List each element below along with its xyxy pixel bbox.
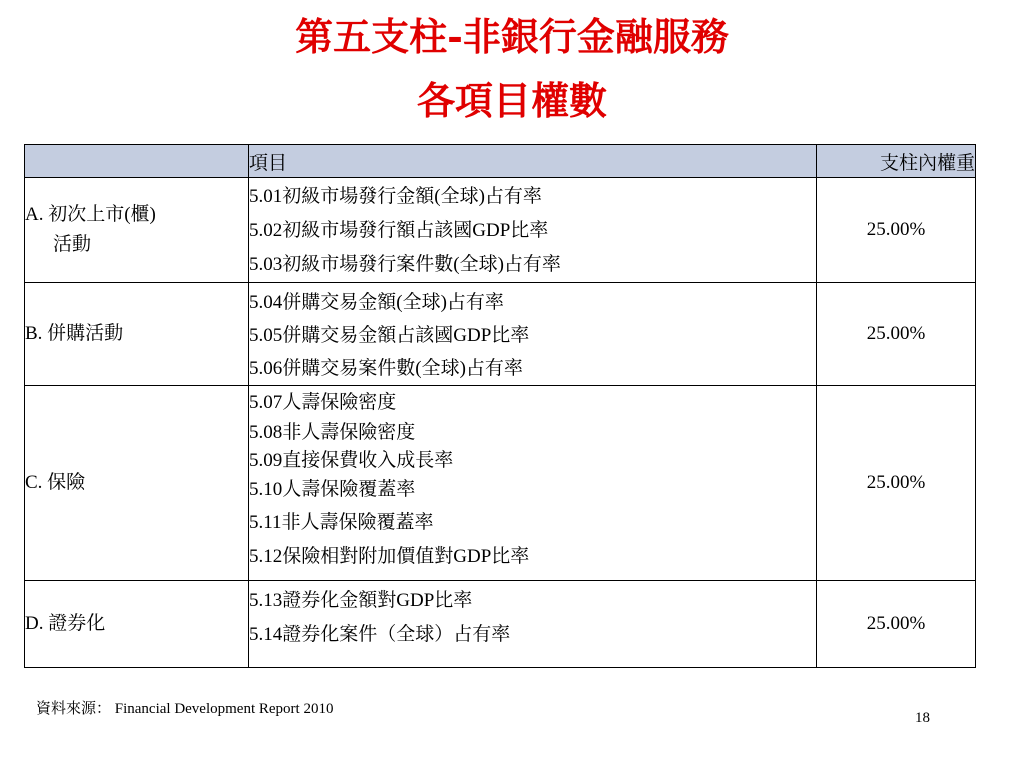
item-line: 5.09直接保費收入成長率: [249, 450, 454, 471]
item-line: 5.12保險相對附加價值對GDP比率: [249, 546, 530, 567]
weight-cell: 25.00%: [817, 386, 976, 581]
source-note: 資料來源： Financial Development Report 2010: [36, 701, 334, 717]
item-line: 5.13證券化金額對GDP比率: [249, 590, 473, 611]
category-cell: [25, 386, 249, 581]
category-cell: [25, 178, 249, 283]
weight-cell: 25.00%: [817, 283, 976, 386]
item-line: 5.10人壽保險覆蓋率: [249, 479, 416, 500]
slide-title-line1: 第五支柱-非銀行金融服務: [295, 14, 729, 59]
item-line: 5.03初級市場發行案件數(全球)占有率: [249, 254, 561, 275]
item-line: 5.08非人壽保險密度: [249, 422, 416, 443]
items-cell: [249, 386, 817, 581]
page-number: 18: [915, 710, 930, 726]
category-label: C. 保險: [25, 472, 86, 493]
category-label: B. 併購活動: [25, 323, 124, 344]
table-header-row: [25, 145, 976, 178]
category-label-cont: 活動: [53, 234, 92, 255]
items-cell: [249, 178, 817, 283]
item-line: 5.07人壽保險密度: [249, 392, 397, 413]
items-cell: [249, 283, 817, 386]
item-line: 5.06併購交易案件數(全球)占有率: [249, 358, 523, 379]
item-line: 5.14證券化案件（全球）占有率: [249, 624, 511, 645]
weight-cell: 25.00%: [817, 178, 976, 283]
category-label: D. 證券化: [25, 613, 106, 634]
item-line: 5.01初級市場發行金額(全球)占有率: [249, 186, 542, 207]
item-line: 5.02初級市場發行額占該國GDP比率: [249, 220, 549, 241]
items-cell: [249, 581, 817, 668]
header-items: 項目: [249, 145, 817, 178]
slide-title-line2: 各項目權數: [416, 78, 607, 123]
item-line: 5.11非人壽保險覆蓋率: [249, 512, 434, 533]
header-weight: 支柱內權重: [817, 145, 976, 178]
item-line: 5.05併購交易金額占該國GDP比率: [249, 325, 530, 346]
table-row: [25, 581, 976, 668]
weight-cell: 25.00%: [817, 581, 976, 668]
table-row: [25, 386, 976, 581]
category-label: A. 初次上市(櫃): [25, 204, 156, 225]
table-row: [25, 178, 976, 283]
header-category: [25, 145, 249, 178]
weights-table: [24, 144, 976, 668]
category-cell: [25, 283, 249, 386]
table-row: [25, 283, 976, 386]
category-cell: [25, 581, 249, 668]
item-line: 5.04併購交易金額(全球)占有率: [249, 292, 504, 313]
